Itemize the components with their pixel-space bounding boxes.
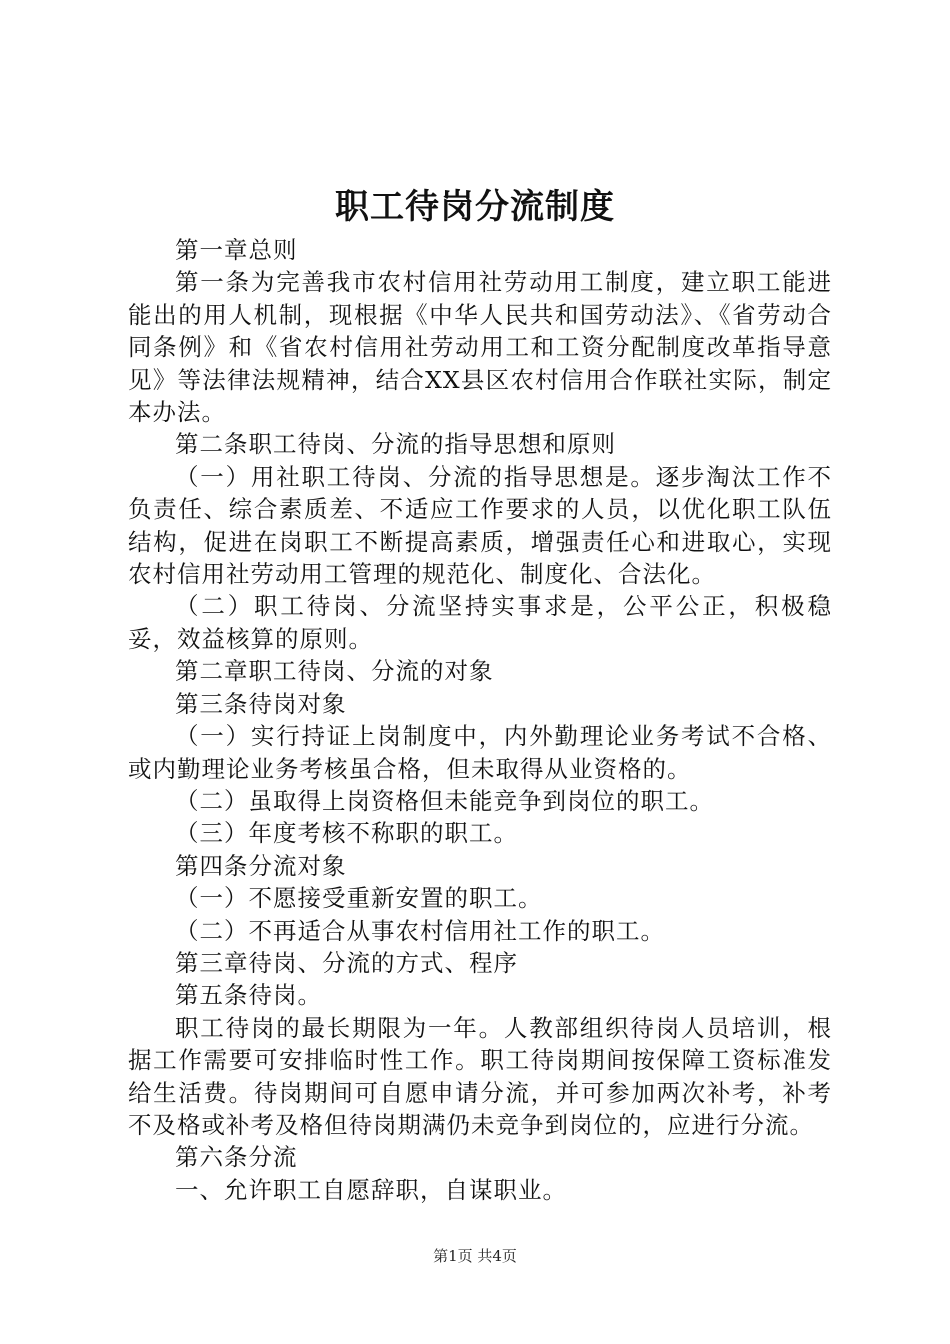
document-title: 职工待岗分流制度 (335, 187, 615, 227)
list-item-paragraph: （二）虽取得上岗资格但未能竞争到岗位的职工。 (175, 786, 714, 815)
document-body (128, 234, 832, 1206)
list-item-paragraph: （二）不再适合从事农村信用社工作的职工。 (175, 916, 665, 945)
article-paragraph: 第一条为完善我市农村信用社劳动用工制度，建立职工能进能出的用人机制，现根据《中华人民共和国劳动法》、《省劳动合同条例》和《省农村信用社劳动用工和工资分配制度改革指导意见》等法律法规精神，结合XX县区农村信用合作联社实际，制定本办法。 (128, 268, 832, 427)
article-heading: 第五条待岗。 (175, 981, 322, 1010)
article-heading: 第三条待岗对象 (175, 689, 347, 718)
list-item-paragraph: （一）实行持证上岗制度中，内外勤理论业务考试不合格、或内勤理论业务考核虽合格，但未取得从业资格的。 (128, 722, 832, 783)
list-item-paragraph: （一）不愿接受重新安置的职工。 (175, 884, 543, 913)
list-item-paragraph: （三）年度考核不称职的职工。 (175, 819, 518, 848)
list-item-paragraph: （一）用社职工待岗、分流的指导思想是。逐步淘汰工作不负责任、综合素质差、不适应工作要求的人员，以优化职工队伍结构，促进在岗职工不断提高素质，增强责任心和进取心，实现农村信用社劳动用工管理的规范化、制度化、合法化。 (128, 462, 832, 589)
article-heading: 第六条分流 (175, 1143, 298, 1172)
list-item-paragraph: （二）职工待岗、分流坚持实事求是，公平公正，积极稳妥，效益核算的原则。 (128, 592, 832, 653)
article-heading: 第四条分流对象 (175, 851, 347, 880)
list-item-paragraph: 一、允许职工自愿辞职，自谋职业。 (175, 1175, 567, 1204)
chapter-heading: 第三章待岗、分流的方式、程序 (175, 948, 518, 977)
article-heading: 第二条职工待岗、分流的指导思想和原则 (175, 430, 616, 459)
chapter-heading: 第一章总则 (175, 236, 298, 264)
chapter-heading: 第二章职工待岗、分流的对象 (175, 657, 494, 686)
page-number-footer: 第1页 共4页 (433, 1247, 517, 1265)
article-paragraph: 职工待岗的最长期限为一年。人教部组织待岗人员培训，根据工作需要可安排临时性工作。职工待岗期间按保障工资标准发给生活费。待岗期间可自愿申请分流，并可参加两次补考，补考不及格或补考及格但待岗期满仍未竞争到岗位的，应进行分流。 (128, 1013, 832, 1139)
